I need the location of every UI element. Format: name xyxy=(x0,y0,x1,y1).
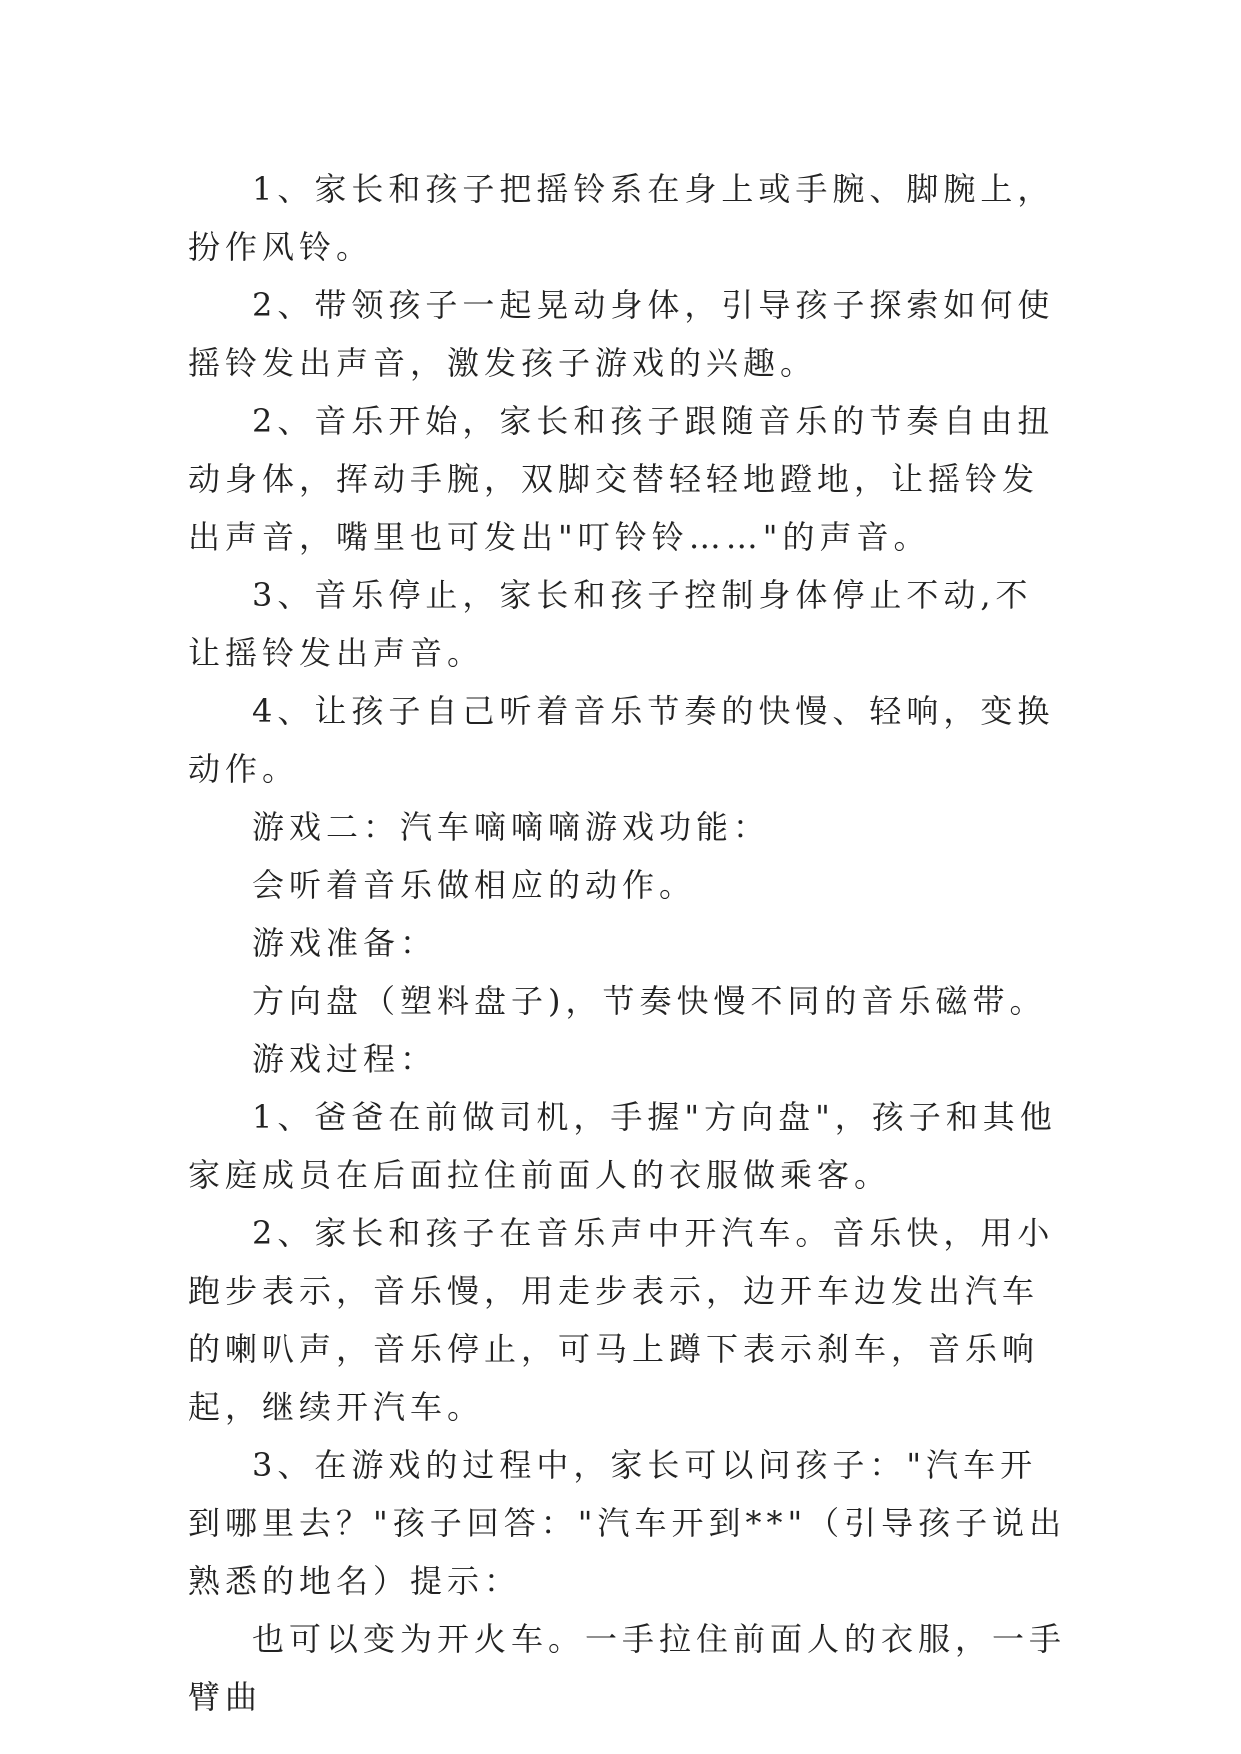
section-heading-process: 游戏过程： xyxy=(252,1040,438,1078)
paragraph-function: 会听着音乐做相应的动作。 xyxy=(252,866,697,904)
section-heading-preparation: 游戏准备： xyxy=(252,924,438,962)
paragraph-step-3: 3、在游戏的过程中，家长可以问孩子："汽车开到哪里去？"孩子回答："汽车开到**"（引导孩子说出熟悉的地名）提示： xyxy=(188,1446,1067,1600)
paragraph-1: 1、家长和孩子把摇铃系在身上或手腕、脚腕上，扮作风铃。 xyxy=(188,170,1055,266)
paragraph-step-1: 1、爸爸在前做司机，手握"方向盘"，孩子和其他家庭成员在后面拉住前面人的衣服做乘客。 xyxy=(188,1098,1057,1194)
paragraph-tip: 也可以变为开火车。一手拉住前面人的衣服，一手臂曲 xyxy=(188,1620,1067,1716)
paragraph-2: 2、带领孩子一起晃动身体，引导孩子探索如何使摇铃发出声音，激发孩子游戏的兴趣。 xyxy=(188,286,1055,382)
paragraph-step-2: 2、家长和孩子在音乐声中开汽车。音乐快，用小跑步表示，音乐慢，用走步表示，边开车边发出汽车的喇叭声，音乐停止，可马上蹲下表示刹车，音乐响起，继续开汽车。 xyxy=(188,1214,1055,1426)
paragraph-materials: 方向盘（塑料盘子)，节奏快慢不同的音乐磁带。 xyxy=(252,982,1047,1020)
paragraph-4: 3、音乐停止，家长和孩子控制身体停止不动,不让摇铃发出声音。 xyxy=(188,576,1033,672)
section-heading-game-two: 游戏二：汽车嘀嘀嘀游戏功能： xyxy=(252,808,771,846)
document-body xyxy=(188,160,1068,1726)
paragraph-5: 4、让孩子自己听着音乐节奏的快慢、轻响，变换动作。 xyxy=(188,692,1055,788)
paragraph-3: 2、音乐开始，家长和孩子跟随音乐的节奏自由扭动身体，挥动手腕，双脚交替轻轻地蹬地，让摇铃发出声音，嘴里也可发出"叮铃铃……"的声音。 xyxy=(188,402,1055,556)
